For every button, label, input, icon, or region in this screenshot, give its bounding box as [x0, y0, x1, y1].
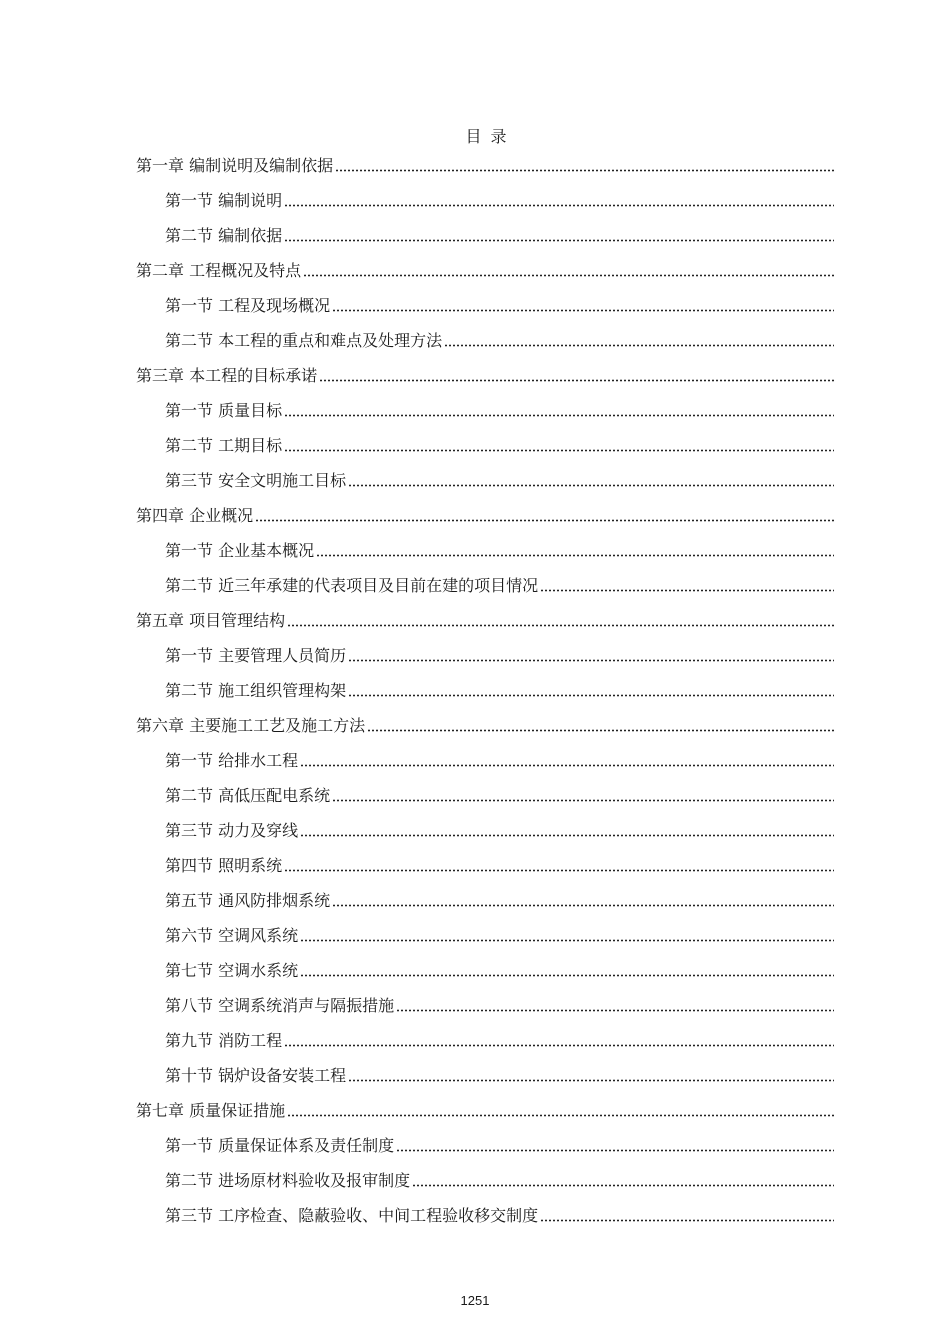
toc-section-entry[interactable] [136, 1196, 834, 1231]
toc-entry-label: 第九节 消防工程 [165, 1031, 283, 1050]
toc-entry-label: 第六节 空调风系统 [165, 926, 299, 945]
toc-entry-label: 第二节 高低压配电系统 [165, 786, 331, 805]
dot-leader [332, 904, 834, 907]
dot-leader [348, 484, 834, 487]
toc-entry-label: 第一节 企业基本概况 [165, 541, 315, 560]
toc-entry-label: 第一章 编制说明及编制依据 [136, 156, 334, 175]
toc-chapter-entry[interactable] [136, 251, 834, 286]
dot-leader [300, 939, 834, 942]
toc-entry-label: 第二节 近三年承建的代表项目及目前在建的项目情况 [165, 576, 539, 595]
dot-leader [284, 414, 834, 417]
toc-entry-label: 第四章 企业概况 [136, 506, 254, 525]
dot-leader [284, 869, 834, 872]
dot-leader [300, 764, 834, 767]
dot-leader [284, 1044, 834, 1047]
toc-section-entry[interactable] [136, 1021, 834, 1056]
toc-section-entry[interactable] [136, 1126, 834, 1161]
dot-leader [284, 204, 834, 207]
toc-chapter-entry[interactable] [136, 496, 834, 531]
toc-entry-label: 第一节 主要管理人员简历 [165, 646, 347, 665]
toc-entry-label: 第三节 安全文明施工目标 [165, 471, 347, 490]
dot-leader [396, 1149, 834, 1152]
toc-section-entry[interactable] [136, 1161, 834, 1196]
toc-section-entry[interactable] [136, 776, 834, 811]
dot-leader [540, 1219, 834, 1222]
toc-entry-label: 第二节 编制依据 [165, 226, 283, 245]
toc-section-entry[interactable] [136, 951, 834, 986]
dot-leader [316, 554, 834, 557]
toc-entry-label: 第三节 工序检查、隐蔽验收、中间工程验收移交制度 [165, 1206, 539, 1225]
dot-leader [287, 624, 834, 627]
dot-leader [332, 799, 834, 802]
toc-entry-label: 第七章 质量保证措施 [136, 1101, 286, 1120]
toc-entry-label: 第二节 进场原材料验收及报审制度 [165, 1171, 411, 1190]
toc-entry-label: 第一节 质量目标 [165, 401, 283, 420]
toc-section-entry[interactable] [136, 391, 834, 426]
toc-entry-label: 第五节 通风防排烟系统 [165, 891, 331, 910]
dot-leader [396, 1009, 834, 1012]
toc-section-entry[interactable] [136, 566, 834, 601]
toc-chapter-entry[interactable] [136, 706, 834, 741]
toc-entry-label: 第六章 主要施工工艺及施工方法 [136, 716, 366, 735]
toc-section-entry[interactable] [136, 461, 834, 496]
dot-leader [367, 729, 834, 732]
toc-section-entry[interactable] [136, 986, 834, 1021]
toc-entry-label: 第八节 空调系统消声与隔振措施 [165, 996, 395, 1015]
dot-leader [348, 1079, 834, 1082]
toc-entry-label: 第三节 动力及穿线 [165, 821, 299, 840]
dot-leader [444, 344, 834, 347]
toc-entry-label: 第三章 本工程的目标承诺 [136, 366, 318, 385]
toc-entry-label: 第五章 项目管理结构 [136, 611, 286, 630]
toc-section-entry[interactable] [136, 216, 834, 251]
toc-chapter-entry[interactable] [136, 601, 834, 636]
dot-leader [284, 449, 834, 452]
dot-leader [412, 1184, 834, 1187]
toc-section-entry[interactable] [136, 811, 834, 846]
toc-entry-label: 第一节 给排水工程 [165, 751, 299, 770]
page-number: 1251 [460, 1293, 490, 1308]
dot-leader [255, 519, 834, 522]
dot-leader [303, 274, 834, 277]
toc-entry-label: 第二节 施工组织管理构架 [165, 681, 347, 700]
toc-entry-label: 第十节 锅炉设备安装工程 [165, 1066, 347, 1085]
dot-leader [540, 589, 834, 592]
toc-entry-label: 第一节 编制说明 [165, 191, 283, 210]
toc-entry-label: 第二节 本工程的重点和难点及处理方法 [165, 331, 443, 350]
toc-list [136, 146, 834, 1231]
dot-leader [300, 834, 834, 837]
toc-entry-label: 第一节 工程及现场概况 [165, 296, 331, 315]
toc-section-entry[interactable] [136, 916, 834, 951]
dot-leader [287, 1114, 834, 1117]
toc-section-entry[interactable] [136, 671, 834, 706]
toc-chapter-entry[interactable] [136, 356, 834, 391]
toc-entry-label: 第七节 空调水系统 [165, 961, 299, 980]
toc-section-entry[interactable] [136, 1056, 834, 1091]
toc-section-entry[interactable] [136, 881, 834, 916]
toc-entry-label: 第二章 工程概况及特点 [136, 261, 302, 280]
toc-section-entry[interactable] [136, 426, 834, 461]
toc-entry-label: 第四节 照明系统 [165, 856, 283, 875]
toc-section-entry[interactable] [136, 846, 834, 881]
toc-chapter-entry[interactable] [136, 1091, 834, 1126]
toc-section-entry[interactable] [136, 286, 834, 321]
toc-section-entry[interactable] [136, 321, 834, 356]
toc-section-entry[interactable] [136, 181, 834, 216]
toc-entry-label: 第一节 质量保证体系及责任制度 [165, 1136, 395, 1155]
dot-leader [300, 974, 834, 977]
dot-leader [335, 169, 834, 172]
dot-leader [284, 239, 834, 242]
dot-leader [348, 694, 834, 697]
dot-leader [348, 659, 834, 662]
toc-title: 目 录 [465, 127, 509, 146]
dot-leader [319, 379, 834, 382]
toc-section-entry[interactable] [136, 741, 834, 776]
toc-section-entry[interactable] [136, 531, 834, 566]
dot-leader [332, 309, 834, 312]
toc-section-entry[interactable] [136, 636, 834, 671]
toc-entry-label: 第二节 工期目标 [165, 436, 283, 455]
toc-chapter-entry[interactable] [136, 146, 834, 181]
